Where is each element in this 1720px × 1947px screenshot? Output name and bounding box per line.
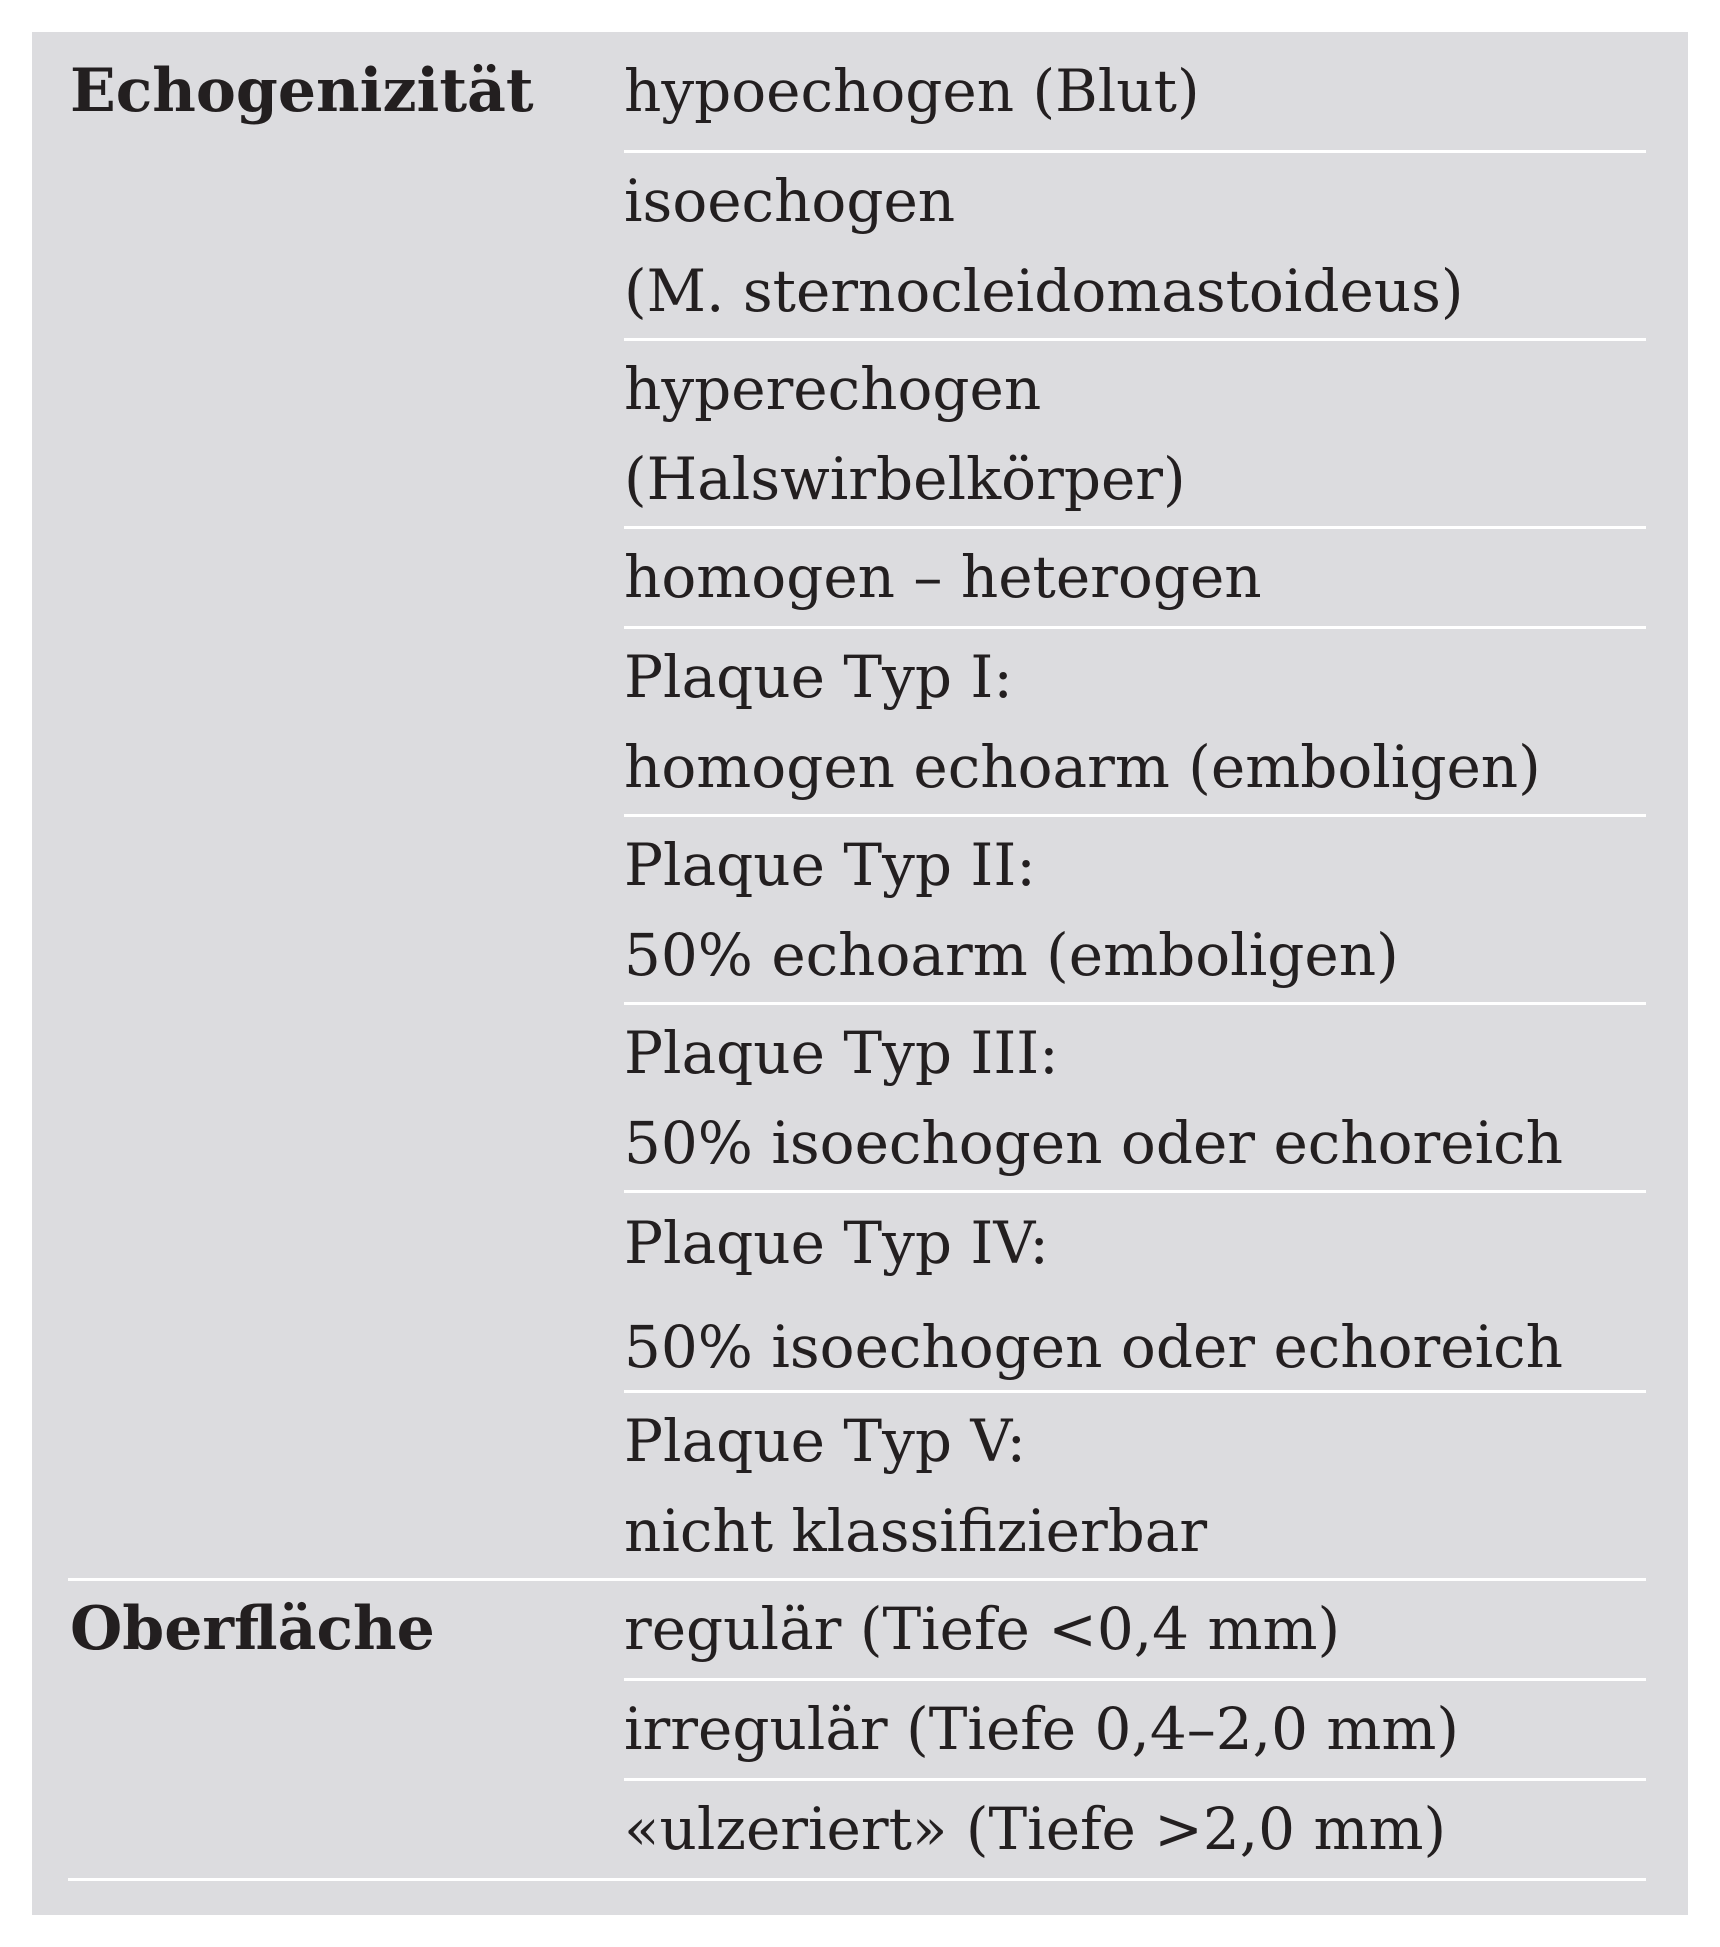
row-divider (624, 526, 1646, 529)
group-label-echogenizitaet: Echogenizität (70, 56, 534, 126)
table-bottom-rule (68, 1878, 1646, 1881)
table-row (624, 532, 1646, 622)
table-row (624, 1198, 1646, 1392)
row-divider (624, 1778, 1646, 1781)
row-text: homogen echoarm (emboligen) (624, 733, 1541, 801)
row-divider (624, 1390, 1646, 1393)
row-divider (624, 1002, 1646, 1005)
row-text: 50% isoechogen oder echoreich (624, 1109, 1563, 1177)
row-text: 50% isoechogen oder echoreich (624, 1313, 1563, 1381)
table-row (624, 46, 1646, 136)
table-row (624, 156, 1646, 336)
row-text: (Halswirbelkörper) (624, 445, 1186, 513)
row-divider (624, 338, 1646, 341)
row-text: Plaque Typ I: (624, 643, 1013, 711)
group-divider (68, 1578, 1646, 1581)
group-label-oberflaeche: Oberfläche (70, 1594, 435, 1664)
row-text: Plaque Typ V: (624, 1407, 1027, 1475)
row-divider (624, 1678, 1646, 1681)
table-row (624, 1584, 1646, 1674)
row-text: Plaque Typ III: (624, 1019, 1059, 1087)
row-divider (624, 1190, 1646, 1193)
row-text: «ulzeriert» (Tiefe >2,0 mm) (624, 1795, 1447, 1863)
table-row (624, 1008, 1646, 1188)
table-row (624, 632, 1646, 812)
row-text: hypoechogen (Blut) (624, 57, 1200, 125)
row-text: Plaque Typ II: (624, 831, 1036, 899)
table-row (624, 820, 1646, 1000)
row-text: hyperechogen (624, 355, 1042, 423)
row-text: nicht klassifizierbar (624, 1497, 1208, 1565)
row-text: (M. sternocleidomastoideus) (624, 257, 1464, 325)
table-row (624, 1784, 1646, 1874)
row-text: Plaque Typ IV: (624, 1209, 1049, 1277)
table-row (624, 1396, 1646, 1576)
row-text: homogen – heterogen (624, 543, 1262, 611)
row-text: irregulär (Tiefe 0,4–2,0 mm) (624, 1695, 1460, 1763)
row-text: regulär (Tiefe <0,4 mm) (624, 1595, 1341, 1663)
table-row (624, 344, 1646, 524)
table-row (624, 1684, 1646, 1774)
row-text: 50% echoarm (emboligen) (624, 921, 1399, 989)
row-text: isoechogen (624, 167, 956, 235)
row-divider (624, 150, 1646, 153)
row-divider (624, 814, 1646, 817)
table-panel (32, 32, 1688, 1915)
row-divider (624, 626, 1646, 629)
